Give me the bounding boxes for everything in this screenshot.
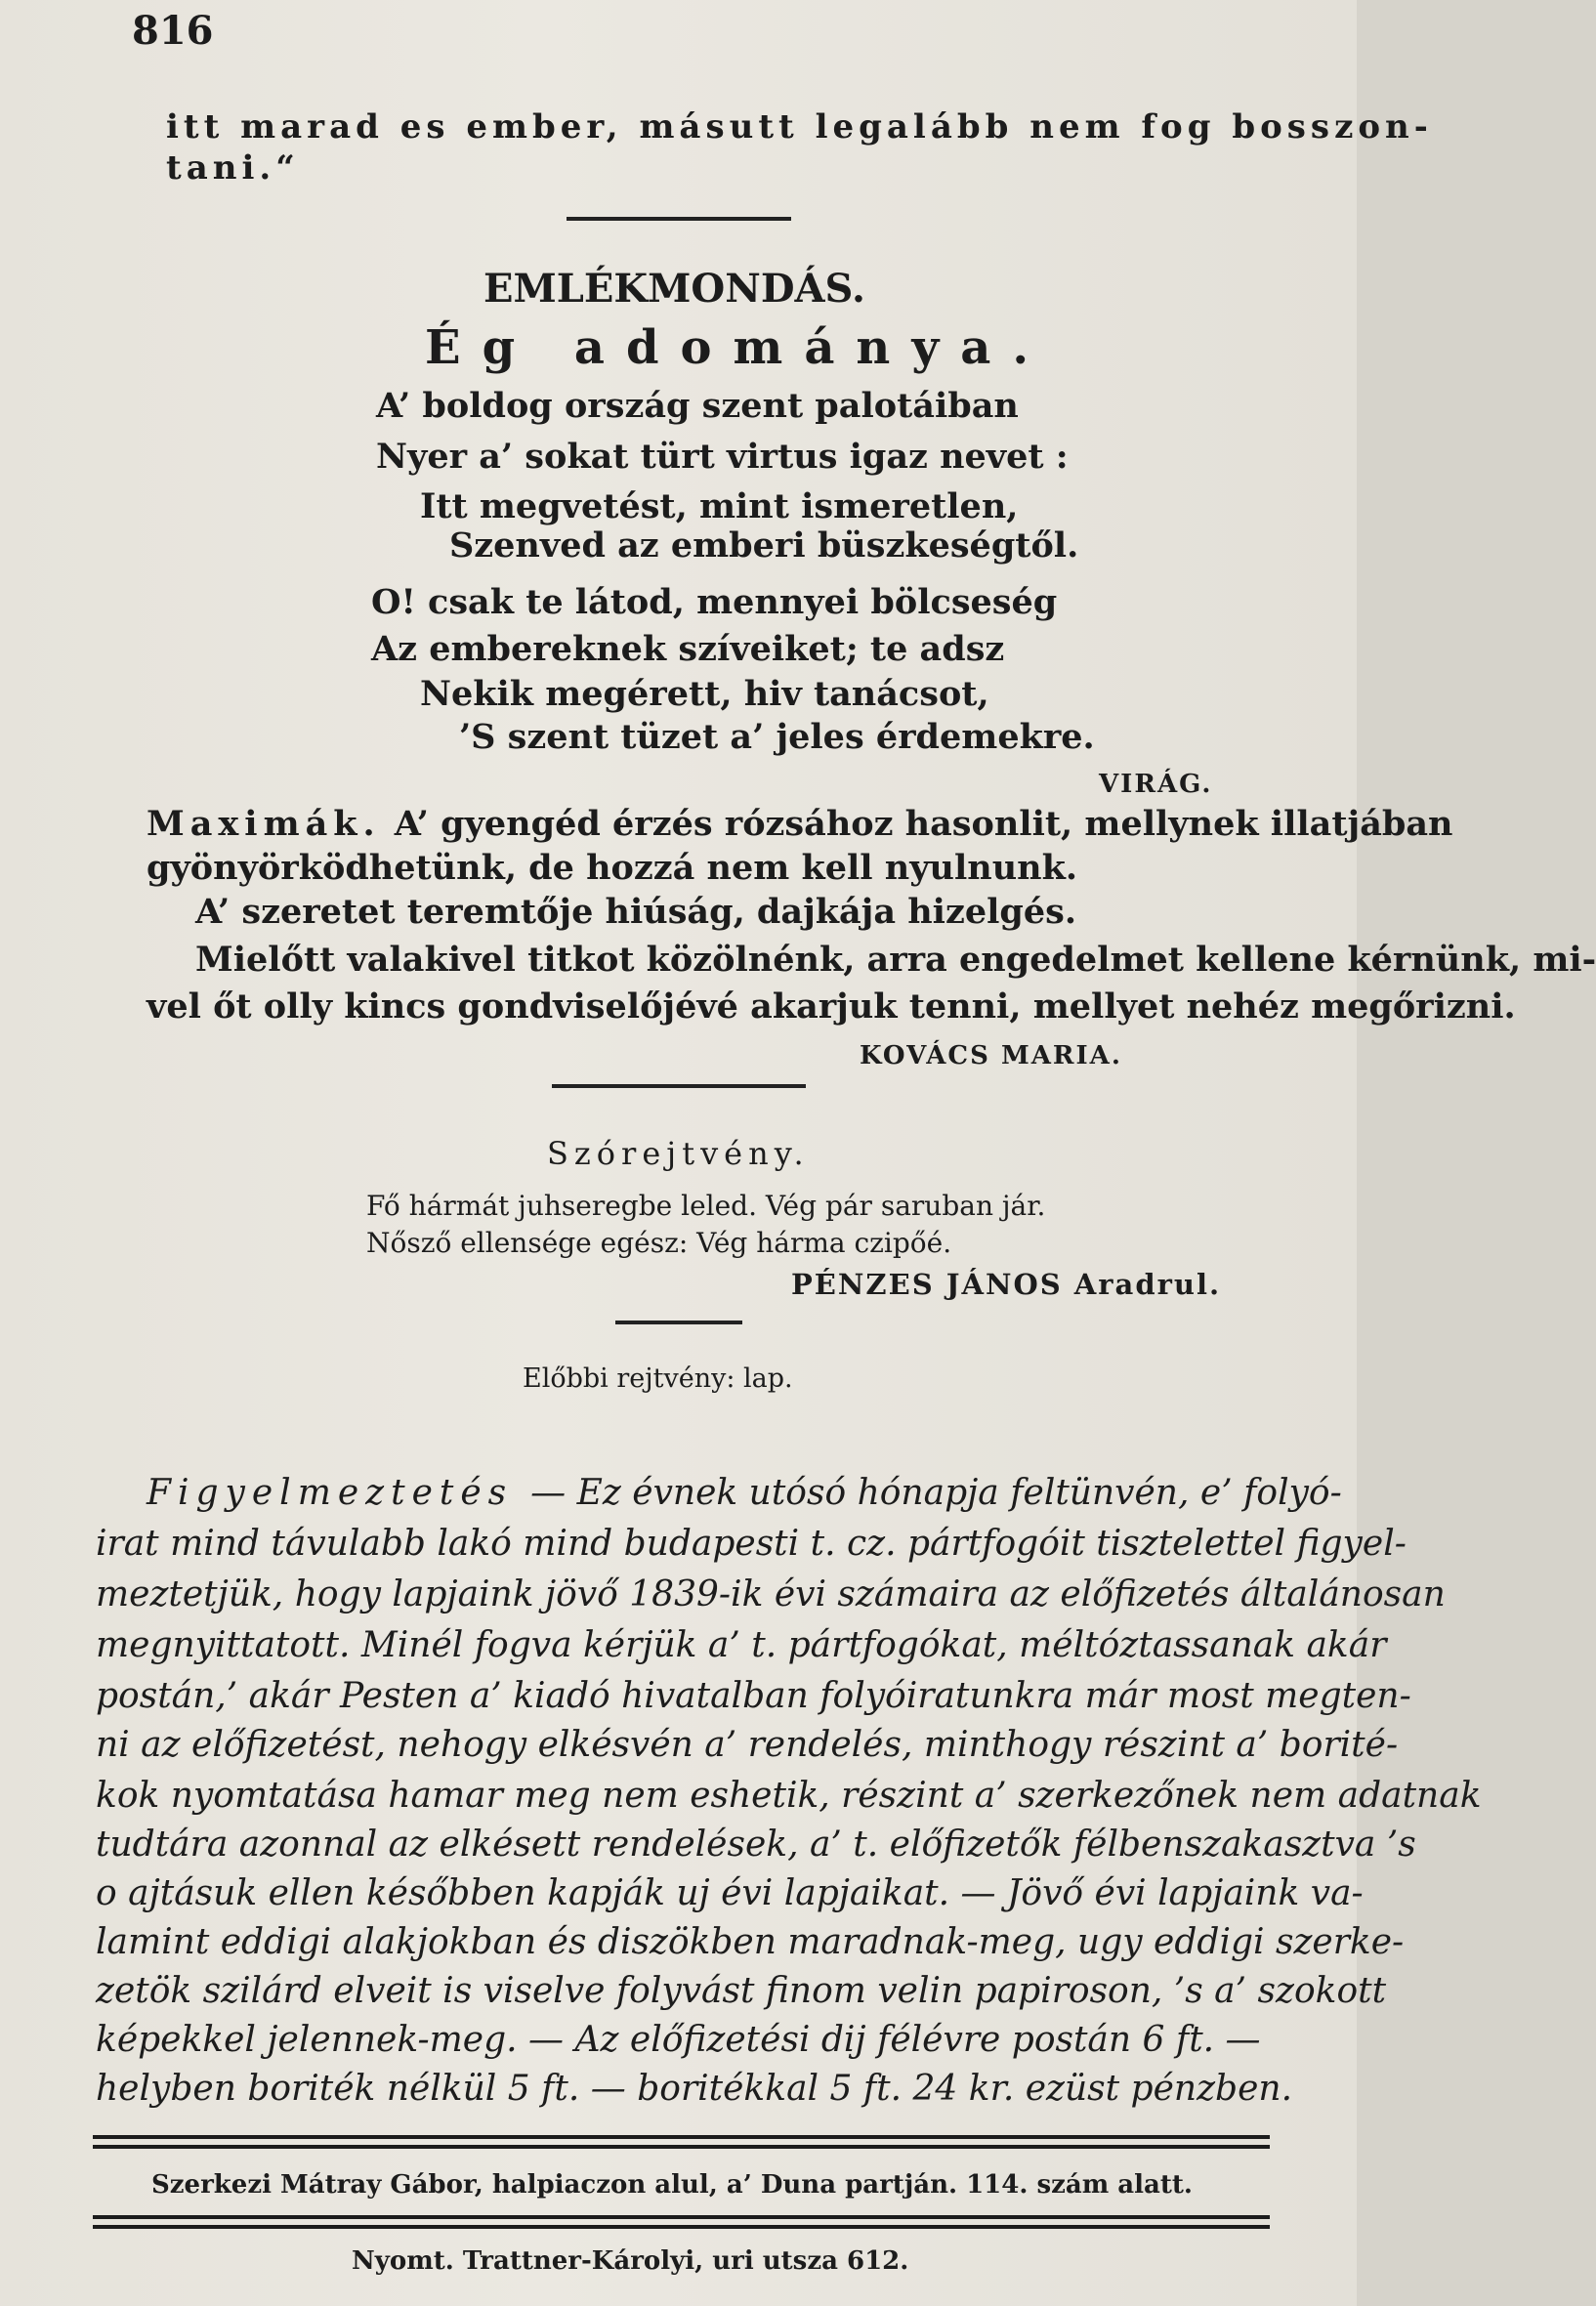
notice-line: tudtára azonnal az elkésett rendelések, a’ t. előfizetők félbenszakasztva ’s: [96, 1824, 1416, 1865]
notice-line: kok nyomtatása hamar meg nem eshetik, részint a’ szerkezőnek nem adatnak: [96, 1776, 1482, 1816]
intro-line-2: tani.“: [166, 148, 300, 188]
riddle-heading: Szórejtvény.: [547, 1135, 810, 1172]
maxim-line: vel őt olly kincs gondviselőjévé akarjuk tenni, mellyet nehéz megőrizni.: [147, 986, 1516, 1027]
intro-line-1: itt marad es ember, másutt legalább nem fog bosszon-: [166, 107, 1433, 147]
verse-line: Nekik megérett, hiv tanácsot,: [420, 674, 989, 714]
divider: [552, 1084, 806, 1088]
page-number: 816: [132, 8, 214, 54]
notice-line: irat mind távulabb lakó mind budapesti t. cz. pártfogóit tisztelettel figyel-: [96, 1524, 1407, 1564]
previous-riddle: Előbbi rejtvény: lap.: [523, 1363, 793, 1394]
riddle-line: Fő hármát juhseregbe leled. Vég pár saruban jár.: [366, 1190, 1046, 1222]
verse-line: A’ boldog ország szent palotáiban: [376, 386, 1019, 426]
poem-title: Ég adománya.: [425, 320, 1051, 375]
riddle-line: Nősző ellensége egész: Vég hárma czipőé.: [366, 1227, 952, 1259]
signature: KOVÁCS MARIA.: [860, 1041, 1122, 1070]
editor-line: Szerkezi Mátray Gábor, halpiaczon alul, a’ Duna partján. 114. szám alatt.: [151, 2170, 1193, 2200]
verse-line: O! csak te látod, mennyei bölcseség: [371, 582, 1058, 622]
signature: VIRÁG.: [1099, 770, 1213, 799]
notice-line: képekkel jelennek-meg. — Az előfizetési dij félévre postán 6 ft. —: [96, 2020, 1261, 2060]
printer-line: Nyomt. Trattner-Károlyi, uri utsza 612.: [352, 2246, 909, 2276]
notice-line: meztetjük, hogy lapjaink jövő 1839-ik évi számaira az előfizetés általánosan: [96, 1574, 1446, 1614]
verse-line: Az embereknek szíveiket; te adsz: [371, 629, 1005, 669]
notice-line: lamint eddigi alakjokban és diszökben maradnak-meg, ugy eddigi szerke-: [96, 1922, 1405, 1962]
notice-line: postán,’ akár Pesten a’ kiadó hivatalban folyóiratunkra már most megten-: [96, 1676, 1411, 1716]
notice-line: helyben boriték nélkül 5 ft. — boritékkal 5 ft. 24 kr. ezüst pénzben.: [96, 2069, 1293, 2109]
verse-line: Itt megvetést, mint ismeretlen,: [420, 486, 1019, 526]
divider: [567, 217, 791, 221]
signature: PÉNZES JÁNOS Aradrul.: [791, 1268, 1222, 1301]
verse-line: Nyer a’ sokat türt virtus igaz nevet :: [376, 437, 1069, 477]
notice-line: ni az előfizetést, nehogy elkésvén a’ rendelés, minthogy részint a’ borité-: [96, 1725, 1399, 1765]
notice-line: megnyittatott. Minél fogva kérjük a’ t. pártfogókat, méltóztassanak akár: [96, 1625, 1387, 1665]
maxims-label: Maximák. A’ gyengéd érzés rózsához hasonlit, mellynek illatjában: [147, 804, 1453, 844]
footer-rule-top: [93, 2135, 1270, 2149]
maxim-line: Mielőtt valakivel titkot közölnénk, arra engedelmet kellene kérnünk, mi-: [195, 940, 1596, 980]
divider: [615, 1321, 742, 1324]
notice-line: o ajtásuk ellen későbben kapják uj évi lapjaikat. — Jövő évi lapjaink va-: [96, 1873, 1364, 1913]
maxim-line: A’ szeretet teremtője hiúság, dajkája hizelgés.: [195, 892, 1077, 932]
verse-line: Szenved az emberi büszkeségtől.: [449, 525, 1079, 566]
notice-line: zetök szilárd elveit is viselve folyvást finom velin papiroson, ’s a’ szokott: [96, 1971, 1387, 2011]
footer-rule-bottom: [93, 2215, 1270, 2229]
section-heading: EMLÉKMONDÁS.: [483, 266, 865, 312]
maxim-line: gyönyörködhetünk, de hozzá nem kell nyulnunk.: [147, 848, 1078, 888]
notice-line-1: Figyelmeztetés — Ez évnek utósó hónapja feltünvén, e’ folyó-: [147, 1473, 1342, 1513]
verse-line: ’S szent tüzet a’ jeles érdemekre.: [459, 717, 1095, 757]
